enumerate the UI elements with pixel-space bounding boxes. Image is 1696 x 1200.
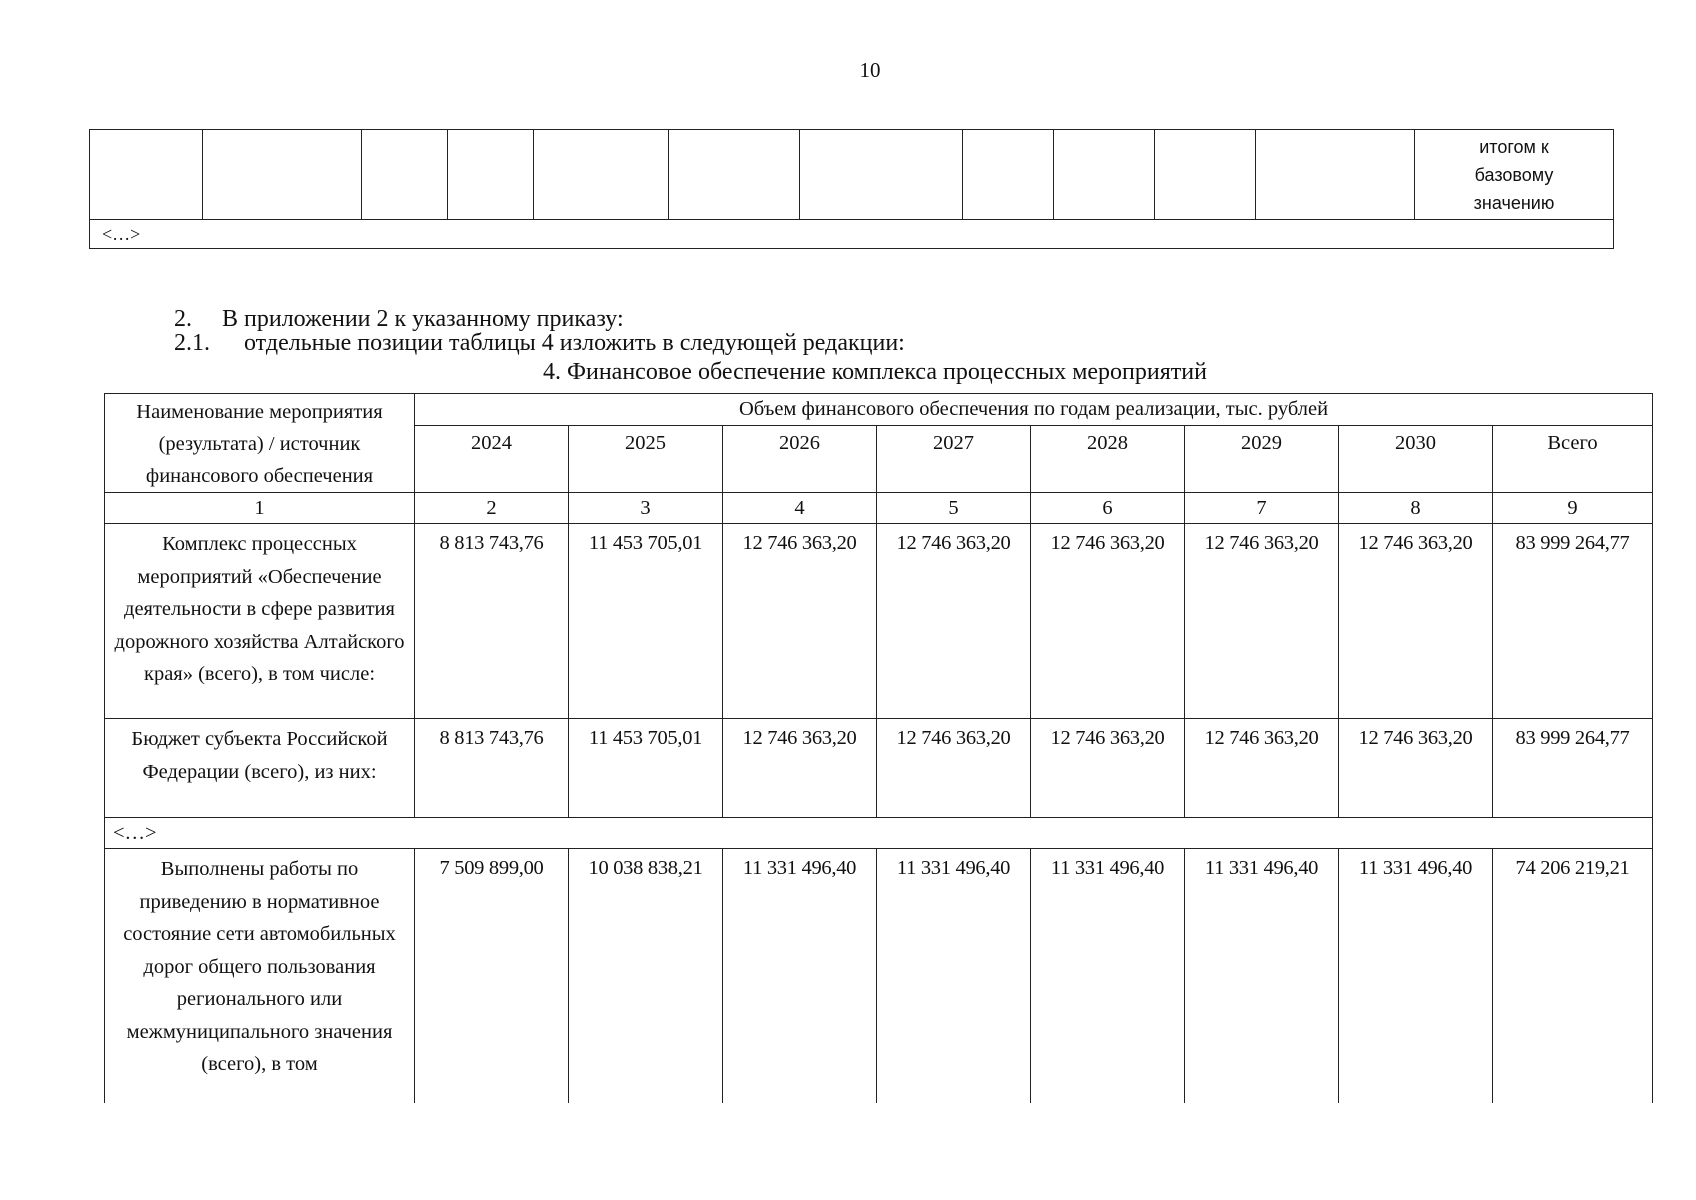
base-value-note-cell	[1415, 130, 1614, 220]
total-value-cell: 74 206 219,21	[1493, 849, 1653, 1104]
value-cell: 11 331 496,40	[877, 849, 1031, 1104]
row-name: Бюджет субъекта Российской Федерации (всего), из них:	[105, 719, 415, 818]
row-name: Выполнены работы по приведению в нормативное состояние сети автомобильных дорог общего пользования регионального или межмуниципального значения (всего), в том	[105, 849, 415, 1104]
value-cell: 11 331 496,40	[1031, 849, 1185, 1104]
empty-cell	[963, 130, 1054, 220]
year-header: 2030	[1339, 425, 1493, 492]
paragraph-text: В приложении 2 к указанному приказу:	[222, 306, 624, 332]
empty-cell	[203, 130, 362, 220]
paragraph-2-1	[174, 330, 905, 356]
year-header: 2029	[1185, 425, 1339, 492]
note-line: значению	[1473, 193, 1555, 213]
year-header: 2027	[877, 425, 1031, 492]
empty-cell	[669, 130, 800, 220]
note-line: итогом к	[1479, 137, 1549, 157]
value-cell: 12 746 363,20	[877, 719, 1031, 818]
empty-cell	[362, 130, 448, 220]
total-value-cell: 83 999 264,77	[1493, 719, 1653, 818]
value-cell: 12 746 363,20	[1031, 719, 1185, 818]
value-cell: 12 746 363,20	[877, 524, 1031, 719]
empty-cell	[90, 130, 203, 220]
column-number-row	[105, 493, 1653, 524]
table-row	[90, 130, 1614, 220]
total-header: Всего	[1493, 425, 1653, 492]
empty-cell	[800, 130, 963, 220]
column-number: 6	[1031, 493, 1185, 524]
value-cell: 8 813 743,76	[415, 524, 569, 719]
paragraph-2	[174, 306, 624, 332]
table-row	[90, 220, 1614, 249]
financing-table	[104, 393, 1653, 1103]
note-line: базовому	[1474, 165, 1554, 185]
column-number: 8	[1339, 493, 1493, 524]
table-row	[105, 818, 1653, 849]
row-name: Комплекс процессных мероприятий «Обеспечение деятельности в сфере развития дорожного хозяйства Алтайского края» (всего), в том числе:	[105, 524, 415, 719]
value-cell: 11 453 705,01	[569, 524, 723, 719]
empty-cell	[534, 130, 669, 220]
table-row	[105, 524, 1653, 719]
column-number: 4	[723, 493, 877, 524]
empty-cell	[1054, 130, 1155, 220]
value-cell: 12 746 363,20	[723, 524, 877, 719]
column-number: 9	[1493, 493, 1653, 524]
header-volume-cell: Объем финансового обеспечения по годам реализации, тыс. рублей	[415, 394, 1653, 426]
paragraph-number: 2.1.	[174, 330, 210, 356]
value-cell: 12 746 363,20	[1185, 524, 1339, 719]
year-header: 2024	[415, 425, 569, 492]
value-cell: 8 813 743,76	[415, 719, 569, 818]
value-cell: 11 453 705,01	[569, 719, 723, 818]
year-header: 2026	[723, 425, 877, 492]
table-row	[105, 849, 1653, 1104]
value-cell: 12 746 363,20	[1031, 524, 1185, 719]
previous-table-fragment	[89, 129, 1614, 249]
value-cell: 12 746 363,20	[1339, 719, 1493, 818]
value-cell: 7 509 899,00	[415, 849, 569, 1104]
value-cell: 10 038 838,21	[569, 849, 723, 1104]
value-cell: 12 746 363,20	[1339, 524, 1493, 719]
total-value-cell: 83 999 264,77	[1493, 524, 1653, 719]
page-number: 10	[859, 58, 881, 82]
value-cell: 11 331 496,40	[1185, 849, 1339, 1104]
column-number: 3	[569, 493, 723, 524]
year-header: 2028	[1031, 425, 1185, 492]
column-number: 2	[415, 493, 569, 524]
paragraph-number: 2.	[174, 306, 192, 332]
value-cell: 12 746 363,20	[1185, 719, 1339, 818]
column-number: 1	[105, 493, 415, 524]
value-cell: 12 746 363,20	[723, 719, 877, 818]
paragraph-text: отдельные позиции таблицы 4 изложить в следующей редакции:	[244, 330, 905, 356]
table-title: 4. Финансовое обеспечение комплекса процессных мероприятий	[543, 359, 1207, 385]
empty-cell	[1155, 130, 1256, 220]
column-number: 5	[877, 493, 1031, 524]
table-row	[105, 719, 1653, 818]
omission-marker: <…>	[90, 220, 1614, 249]
value-cell: 11 331 496,40	[723, 849, 877, 1104]
value-cell: 11 331 496,40	[1339, 849, 1493, 1104]
header-row	[105, 394, 1653, 426]
column-number: 7	[1185, 493, 1339, 524]
header-name-cell: Наименование мероприятия (результата) / источник финансового обеспечения	[105, 394, 415, 493]
omission-marker: <…>	[105, 818, 1653, 849]
year-header: 2025	[569, 425, 723, 492]
empty-cell	[448, 130, 534, 220]
empty-cell	[1256, 130, 1415, 220]
